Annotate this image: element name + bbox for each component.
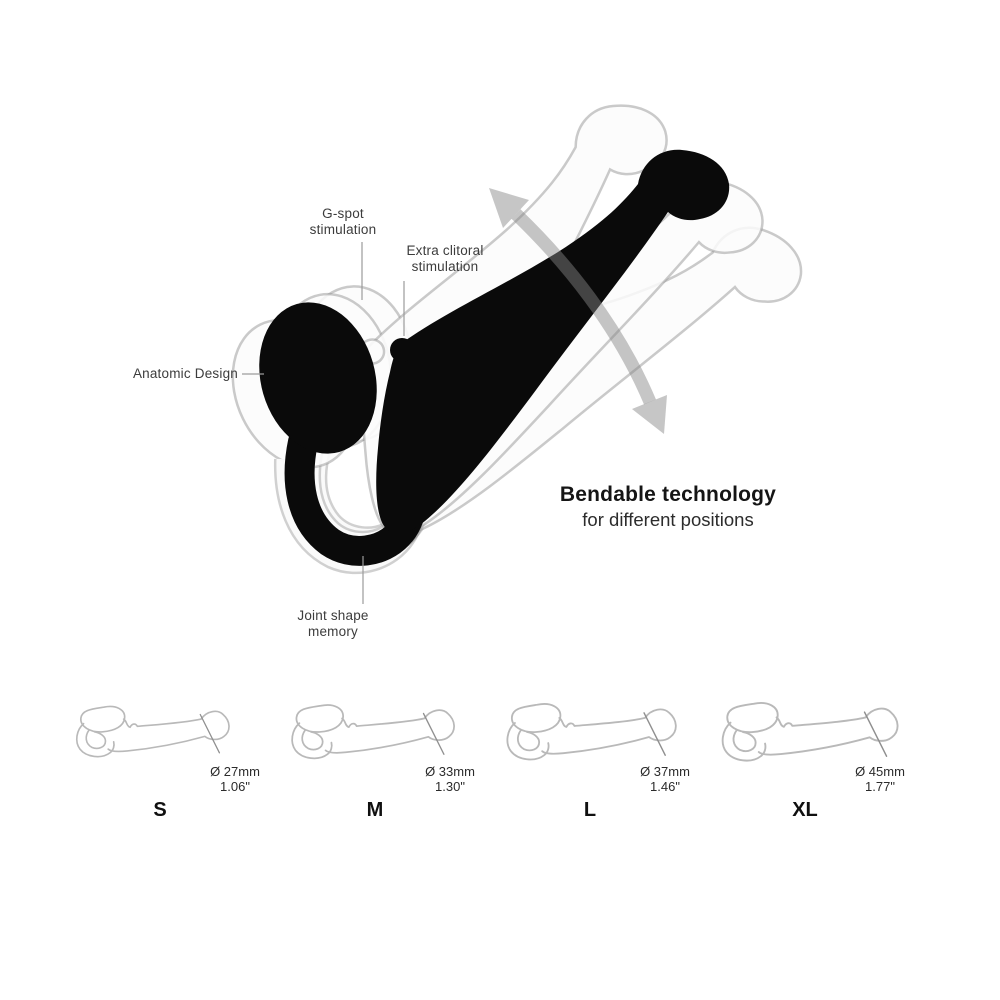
size-diameter-metric: Ø 33mm xyxy=(425,764,475,779)
bendable-subtitle: for different positions xyxy=(582,509,754,530)
size-cell-l xyxy=(500,698,715,838)
annotation-g-spot xyxy=(278,206,408,237)
size-diameter xyxy=(855,764,905,794)
annotation-extra-clitoral xyxy=(380,243,510,274)
size-diameter-imperial: 1.77" xyxy=(865,779,895,794)
size-label: M xyxy=(366,799,384,821)
size-diameter-imperial: 1.06" xyxy=(220,779,250,794)
annotation-line: Joint shape xyxy=(297,608,369,623)
annotation-line: stimulation xyxy=(309,221,377,237)
size-diameter-imperial: 1.30" xyxy=(435,779,465,794)
size-outline-s xyxy=(70,698,285,762)
size-diameter-metric: Ø 27mm xyxy=(210,764,260,779)
annotation-line: stimulation xyxy=(411,258,479,274)
annotation-line: G-spot xyxy=(322,206,364,221)
annotation-line: Anatomic Design xyxy=(132,366,238,381)
size-outline-m xyxy=(285,698,500,762)
annotation-anatomic-design xyxy=(108,366,238,382)
size-outline-l xyxy=(500,698,715,762)
size-outline-xl xyxy=(715,698,930,762)
size-label: XL xyxy=(792,799,818,821)
size-diameter xyxy=(640,764,690,794)
size-diameter-metric: Ø 45mm xyxy=(855,764,905,779)
size-cell-s xyxy=(70,698,285,838)
annotation-line: Extra clitoral xyxy=(406,243,484,258)
size-diameter-metric: Ø 37mm xyxy=(640,764,690,779)
size-label: L xyxy=(583,799,597,821)
size-diameter xyxy=(210,764,260,794)
bendable-title: Bendable technology xyxy=(559,483,777,506)
bendable-technology-heading xyxy=(535,483,801,531)
size-chart xyxy=(70,698,950,838)
annotation-line: memory xyxy=(308,623,358,639)
annotation-joint-shape xyxy=(268,608,398,639)
size-diameter xyxy=(425,764,475,794)
size-label: S xyxy=(153,799,167,821)
size-cell-xl xyxy=(715,698,930,838)
size-diameter-imperial: 1.46" xyxy=(650,779,680,794)
size-cell-m xyxy=(285,698,500,838)
